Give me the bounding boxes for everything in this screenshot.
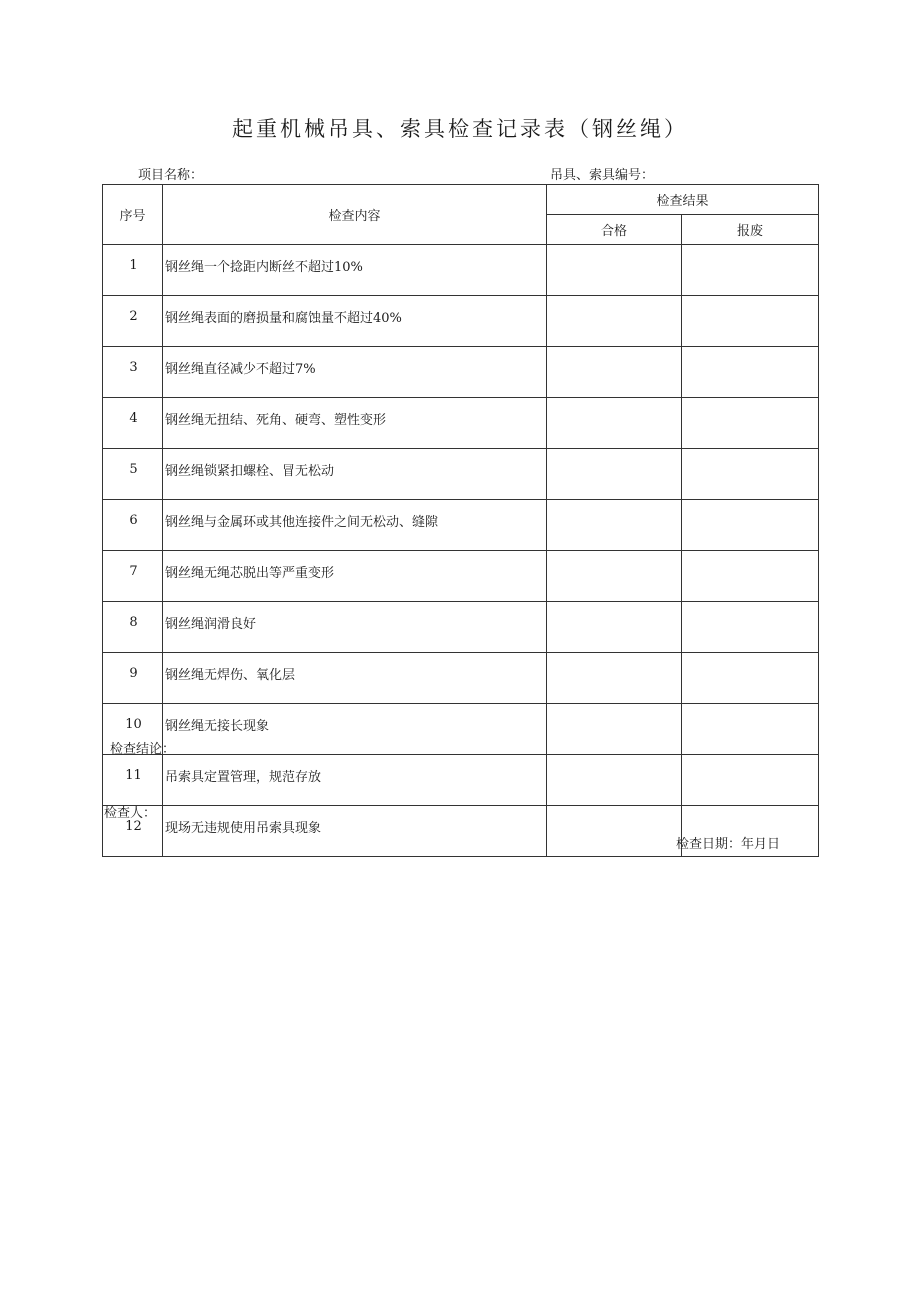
scrap-cell[interactable] [682,704,819,755]
table-row [103,551,819,602]
header-content: 检查内容 [163,185,547,245]
row-content: 钢丝绳直径减少不超过7% [163,347,547,398]
pass-cell[interactable] [547,704,682,755]
pass-cell[interactable] [547,449,682,500]
header-result: 检查结果 [547,185,819,215]
pass-cell[interactable] [547,602,682,653]
scrap-cell[interactable] [682,653,819,704]
table-row [103,755,819,806]
rigging-number-label: 吊具、索具编号： [550,168,655,183]
table-row [103,296,819,347]
pass-cell[interactable] [547,806,682,857]
header-seq: 序号 [103,185,163,245]
pass-cell[interactable] [547,347,682,398]
scrap-cell[interactable] [682,602,819,653]
pass-cell[interactable] [547,755,682,806]
row-content: 钢丝绳无接长现象 [163,704,547,755]
row-content: 吊索具定置管理，规范存放 [163,755,547,806]
pass-cell[interactable] [547,551,682,602]
row-content: 钢丝绳无绳芯脱出等严重变形 [163,551,547,602]
inspection-table [102,184,819,857]
inspector-label: 检查人： [104,806,157,821]
row-content: 钢丝绳与金属环或其他连接件之间无松动、缝隙 [163,500,547,551]
pass-cell[interactable] [547,398,682,449]
table-row [103,398,819,449]
row-content: 钢丝绳无焊伤、氧化层 [163,653,547,704]
row-number: 8 [103,602,163,653]
row-number: 4 [103,398,163,449]
row-number: 1 [103,245,163,296]
table-row [103,245,819,296]
table-row [103,347,819,398]
project-name-label: 项目名称： [138,168,204,183]
table-row [103,653,819,704]
row-content: 钢丝绳润滑良好 [163,602,547,653]
scrap-cell[interactable] [682,449,819,500]
row-number: 12 [103,806,163,857]
header-scrap: 报废 [682,215,819,245]
row-number: 2 [103,296,163,347]
pass-cell[interactable] [547,653,682,704]
row-number: 10 [103,704,163,755]
row-content: 钢丝绳无扭结、死角、硬弯、塑性变形 [163,398,547,449]
pass-cell[interactable] [547,296,682,347]
row-number: 7 [103,551,163,602]
inspection-date-label: 检查日期：年月日 [676,837,781,852]
table-header-row [103,185,819,215]
scrap-cell[interactable] [682,347,819,398]
table-row [103,602,819,653]
row-number: 3 [103,347,163,398]
scrap-cell[interactable] [682,245,819,296]
scrap-cell[interactable] [682,398,819,449]
row-number: 9 [103,653,163,704]
row-content: 钢丝绳一个捻距内断丝不超过10% [163,245,547,296]
pass-cell[interactable] [547,500,682,551]
row-number: 6 [103,500,163,551]
row-content: 钢丝绳锁紧扣螺栓、冒无松动 [163,449,547,500]
table-row [103,500,819,551]
page-title: 起重机械吊具、索具检查记录表（钢丝绳） [232,117,688,141]
table-row [103,704,819,755]
row-number: 11 [103,755,163,806]
pass-cell[interactable] [547,245,682,296]
table-row [103,449,819,500]
row-content: 现场无违规使用吊索具现象 [163,806,547,857]
header-pass: 合格 [547,215,682,245]
scrap-cell[interactable] [682,296,819,347]
scrap-cell[interactable] [682,500,819,551]
scrap-cell[interactable] [682,755,819,806]
scrap-cell[interactable] [682,551,819,602]
conclusion-label: 检查结论： [110,742,176,757]
row-content: 钢丝绳表面的磨损量和腐蚀量不超过40% [163,296,547,347]
row-number: 5 [103,449,163,500]
